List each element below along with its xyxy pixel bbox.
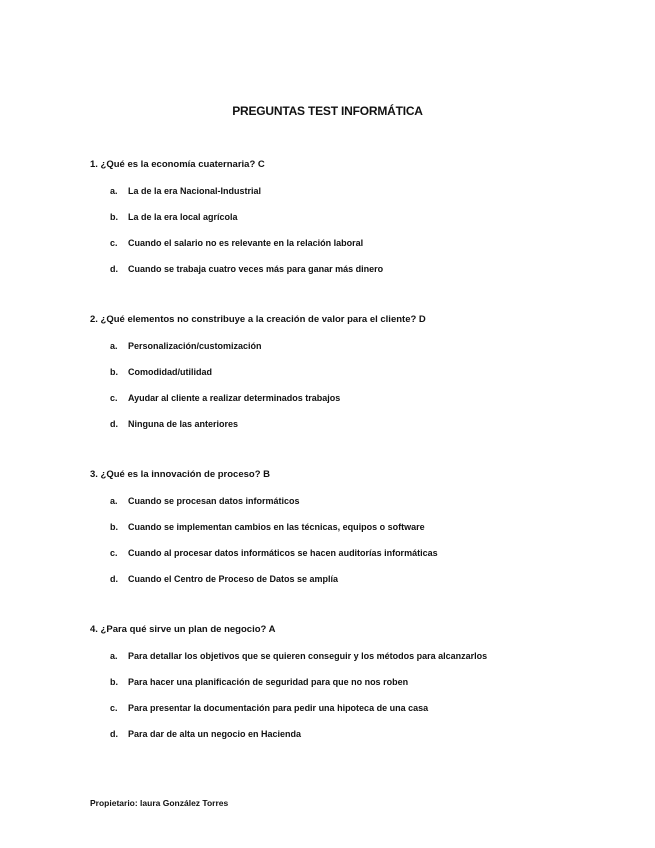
option-list bbox=[90, 649, 630, 753]
option-c bbox=[90, 391, 630, 417]
question-text: 2. ¿Qué elementos no constribuye a la creación de valor para el cliente? D bbox=[90, 314, 426, 325]
question-1 bbox=[90, 158, 630, 288]
option-text: Cuando se trabaja cuatro veces más para ganar más dinero bbox=[128, 264, 384, 274]
option-text: Para hacer una planificación de seguridad para que no nos roben bbox=[128, 677, 409, 687]
option-letter: c. bbox=[110, 238, 118, 248]
option-c bbox=[90, 546, 630, 572]
page-title: PREGUNTAS TEST INFORMÁTICA bbox=[232, 104, 423, 118]
option-list bbox=[90, 339, 630, 443]
question-text: 4. ¿Para qué sirve un plan de negocio? A bbox=[90, 624, 276, 635]
question-3 bbox=[90, 468, 630, 598]
option-text: Cuando al procesar datos informáticos se hacen auditorías informáticas bbox=[128, 548, 438, 558]
option-c bbox=[90, 701, 630, 727]
option-text: Ninguna de las anteriores bbox=[128, 419, 239, 429]
option-letter: d. bbox=[110, 729, 118, 739]
option-text: Cuando el Centro de Proceso de Datos se amplía bbox=[128, 574, 339, 584]
option-text: Cuando se procesan datos informáticos bbox=[128, 496, 300, 506]
option-a bbox=[90, 184, 630, 210]
option-d bbox=[90, 262, 630, 288]
option-text: Cuando el salario no es relevante en la relación laboral bbox=[128, 238, 364, 248]
question-2 bbox=[90, 313, 630, 443]
option-b bbox=[90, 675, 630, 701]
option-text: La de la era Nacional-Industrial bbox=[128, 186, 262, 196]
option-d bbox=[90, 727, 630, 753]
question-text: 1. ¿Qué es la economía cuaternaria? C bbox=[90, 159, 265, 170]
option-text: Personalización/customización bbox=[128, 341, 262, 351]
option-text: Para presentar la documentación para pedir una hipoteca de una casa bbox=[128, 703, 429, 713]
option-letter: c. bbox=[110, 703, 118, 713]
option-letter: a. bbox=[110, 341, 118, 351]
option-text: La de la era local agrícola bbox=[128, 212, 238, 222]
option-d bbox=[90, 417, 630, 443]
option-text: Ayudar al cliente a realizar determinados trabajos bbox=[128, 393, 341, 403]
option-a bbox=[90, 494, 630, 520]
question-4 bbox=[90, 623, 630, 753]
option-b bbox=[90, 210, 630, 236]
option-b bbox=[90, 365, 630, 391]
option-letter: b. bbox=[110, 212, 118, 222]
option-letter: c. bbox=[110, 393, 118, 403]
option-text: Cuando se implementan cambios en las técnicas, equipos o software bbox=[128, 522, 425, 532]
option-letter: b. bbox=[110, 367, 118, 377]
option-list bbox=[90, 494, 630, 598]
option-letter: a. bbox=[110, 186, 118, 196]
option-b bbox=[90, 520, 630, 546]
option-text: Comodidad/utilidad bbox=[128, 367, 212, 377]
option-letter: b. bbox=[110, 522, 118, 532]
option-letter: d. bbox=[110, 264, 118, 274]
option-letter: d. bbox=[110, 574, 118, 584]
option-list bbox=[90, 184, 630, 288]
option-letter: a. bbox=[110, 651, 118, 661]
option-letter: c. bbox=[110, 548, 118, 558]
option-letter: d. bbox=[110, 419, 118, 429]
option-c bbox=[90, 236, 630, 262]
option-a bbox=[90, 339, 630, 365]
option-letter: a. bbox=[110, 496, 118, 506]
option-text: Para dar de alta un negocio en Hacienda bbox=[128, 729, 302, 739]
option-text: Para detallar los objetivos que se quieren conseguir y los métodos para alcanzarlos bbox=[128, 651, 488, 661]
owner-footer: Propietario: laura González Torres bbox=[90, 798, 229, 808]
option-letter: b. bbox=[110, 677, 118, 687]
option-d bbox=[90, 572, 630, 598]
question-text: 3. ¿Qué es la innovación de proceso? B bbox=[90, 469, 271, 480]
option-a bbox=[90, 649, 630, 675]
